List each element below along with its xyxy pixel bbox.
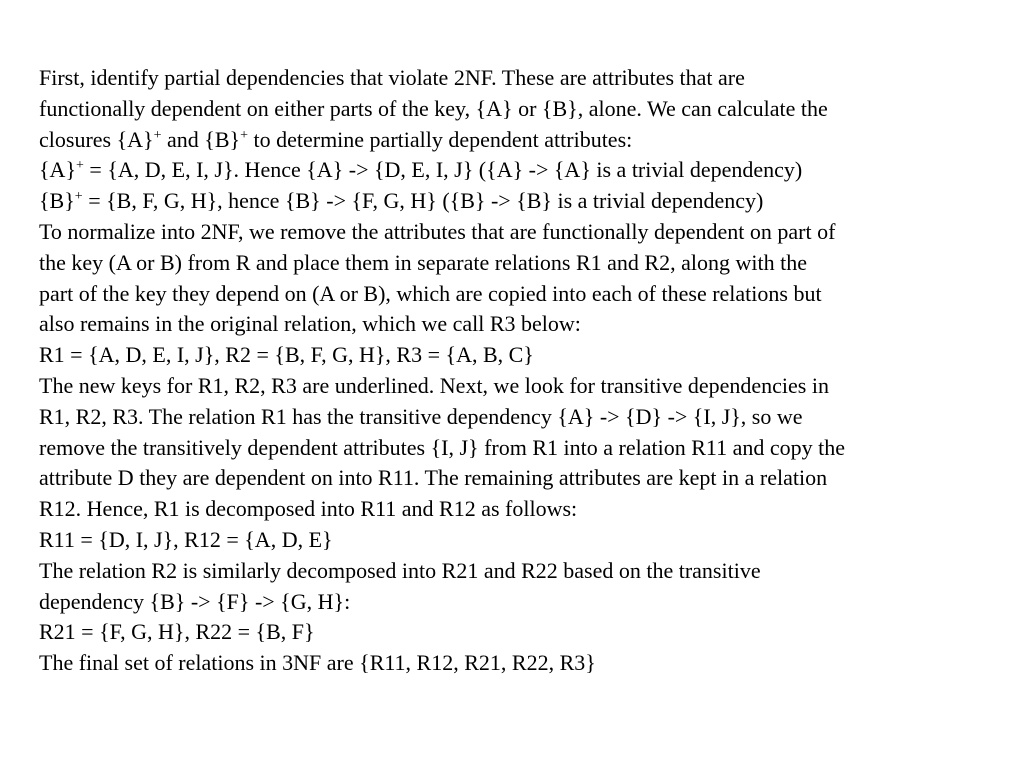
- text-line-12: R1, R2, R3. The relation R1 has the transitive dependency {A} -> {D} -> {I, J}, so we: [39, 403, 803, 429]
- text-line-1: First, identify partial dependencies that violate 2NF. These are attributes that are: [39, 65, 745, 90]
- text-line-5: {B}+ = {B, F, G, H}, hence {B} -> {F, G, H} ({B} -> {B} is a trivial dependency): [39, 188, 764, 214]
- closure-plus-mark: +: [240, 127, 248, 143]
- text-line-10: R1 = {A, D, E, I, J}, R2 = {B, F, G, H}, R3 = {A, B, C}: [39, 342, 534, 368]
- document-body: [39, 63, 999, 679]
- closure-plus-mark: +: [76, 158, 84, 174]
- text-line-18: dependency {B} -> {F} -> {G, H}:: [39, 588, 351, 614]
- text-line-3: closures {A}+ and {B}+ to determine partially dependent attributes:: [39, 126, 633, 152]
- text-line-16: R11 = {D, I, J}, R12 = {A, D, E}: [39, 526, 333, 552]
- text-line-7: the key (A or B) from R and place them in separate relations R1 and R2, along with the: [39, 249, 807, 275]
- text-line-6: To normalize into 2NF, we remove the attributes that are functionally dependent on part of: [39, 218, 836, 244]
- closure-plus-mark: +: [153, 127, 162, 143]
- text-line-20: The final set of relations in 3NF are {R11, R12, R21, R22, R3}: [39, 650, 596, 676]
- text-line-19: R21 = {F, G, H}, R22 = {B, F}: [39, 619, 315, 645]
- text-line-17: The relation R2 is similarly decomposed into R21 and R22 based on the transitive: [39, 557, 761, 583]
- text-line-9: also remains in the original relation, which we call R3 below:: [39, 311, 581, 337]
- text-line-15: R12. Hence, R1 is decomposed into R11 and R12 as follows:: [39, 496, 578, 522]
- text-line-8: part of the key they depend on (A or B), which are copied into each of these relations but: [39, 280, 822, 306]
- closure-plus-mark: +: [74, 189, 83, 205]
- text-line-13: remove the transitively dependent attributes {I, J} from R1 into a relation R11 and copy the: [39, 434, 845, 460]
- text-line-2: functionally dependent on either parts of the key, {A} or {B}, alone. We can calculate the: [39, 95, 828, 121]
- text-line-4: {A}+ = {A, D, E, I, J}. Hence {A} -> {D, E, I, J} ({A} -> {A} is a trivial dependency): [39, 157, 803, 183]
- text-line-11: The new keys for R1, R2, R3 are underlined. Next, we look for transitive dependencies in: [39, 372, 829, 398]
- text-line-14: attribute D they are dependent on into R11. The remaining attributes are kept in a relation: [39, 465, 828, 491]
